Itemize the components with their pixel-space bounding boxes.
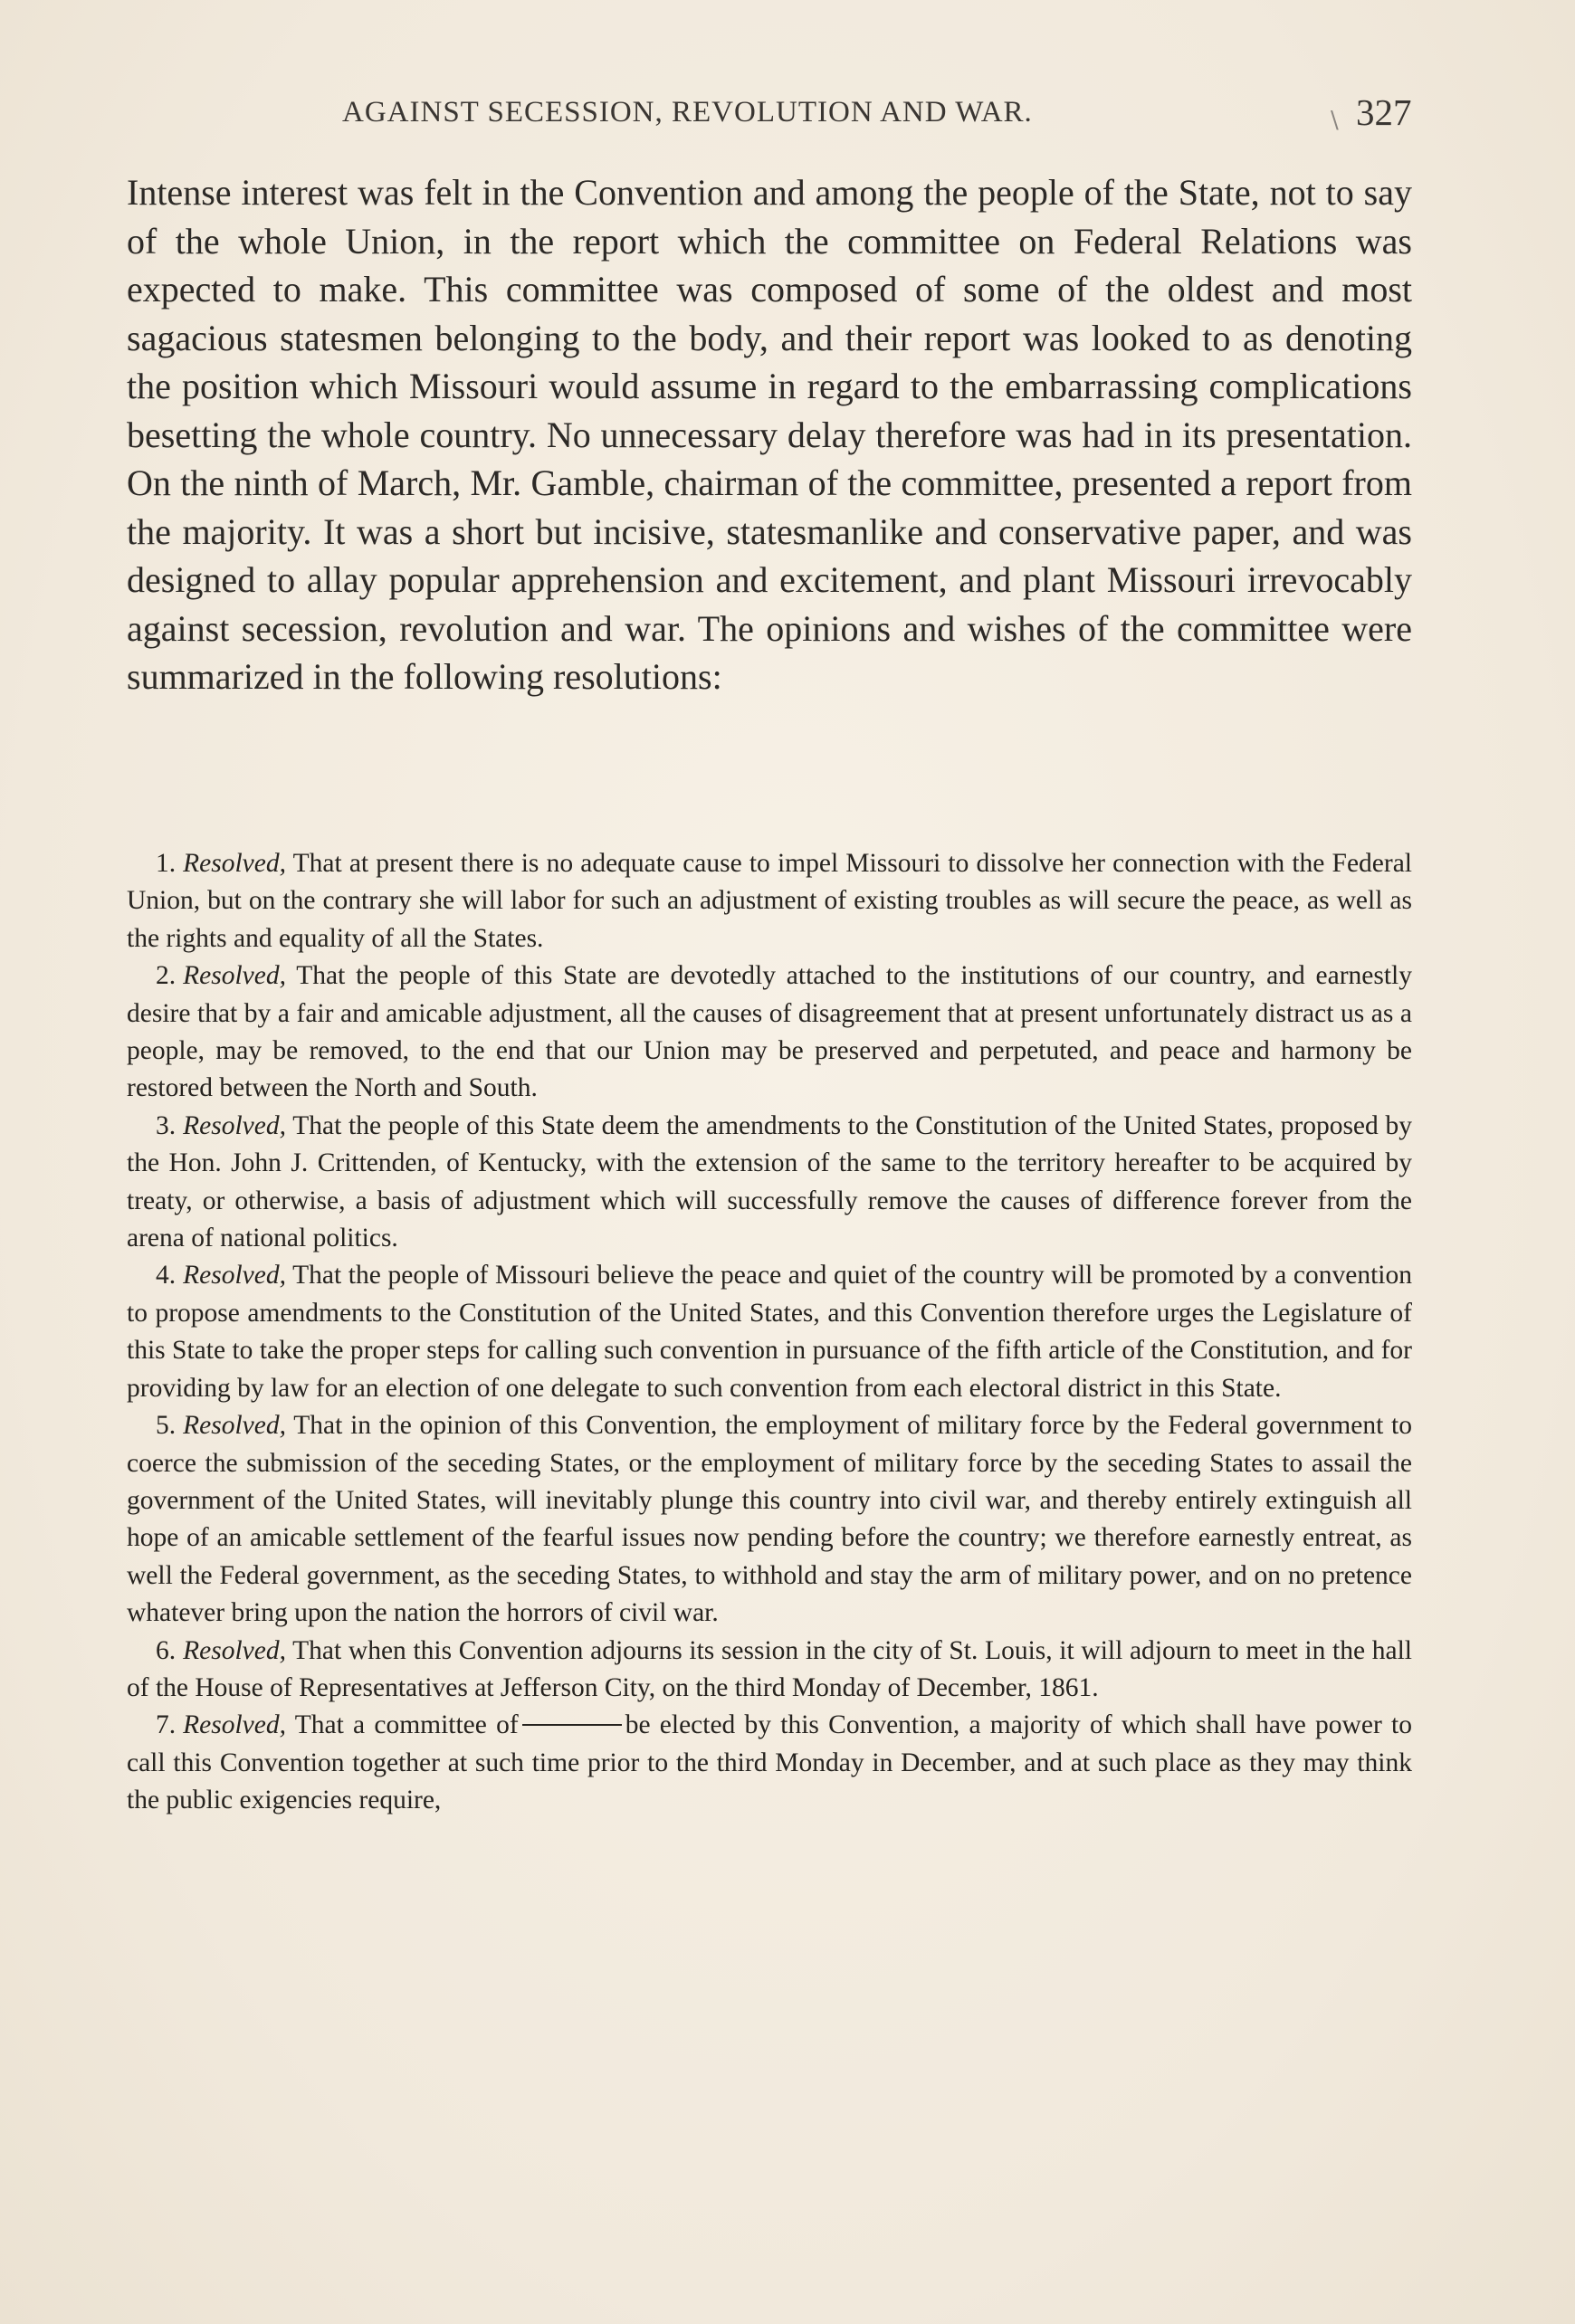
resolution-text: That the people of this State deem the amendments to the Constitution of the United States, proposed by the Hon. John J. Crittenden, of Kentucky, with the extension of the same to the territory hereafter to be acquired by treaty, or otherwise, a basis of adjustment which will successfully remove the causes of difference forever from the arena of national politics. — [127, 1110, 1413, 1253]
resolution-number: 6. — [156, 1635, 177, 1665]
resolved-label: Resolved, — [183, 1110, 286, 1140]
resolution-item — [127, 957, 1412, 1108]
resolved-label: Resolved, — [183, 1710, 286, 1740]
printer-tick-mark: \ — [1331, 107, 1339, 134]
resolved-label: Resolved, — [183, 849, 286, 878]
resolution-number: 1. — [156, 849, 177, 878]
resolution-item — [127, 1707, 1412, 1819]
resolved-label: Resolved, — [183, 1635, 286, 1665]
resolution-text-before-blank: That a committee of — [294, 1710, 519, 1740]
intro-paragraph: Intense interest was felt in the Convention and among the people of the State, not to say of the whole Union, in the report which the committee on Federal Relations was expected to make. This committee was composed of some of the oldest and most sagacious statesmen belonging to the body, and their report was looked to as denoting the position which Missouri would assume in regard to the embarrassing complications besetting the whole country. No unnecessary delay therefore was had in its presentation. On the ninth of March, Mr. Gamble, chairman of the committee, presented a report from the majority. It was a short but incisive, statesmanlike and conservative paper, and was designed to allay popular apprehension and excitement, and plant Missouri irrevocably against secession, revolution and war. The opinions and wishes of the committee were summarized in the following resolutions: — [127, 172, 1412, 697]
resolution-item — [127, 845, 1412, 957]
resolution-item — [127, 1407, 1412, 1632]
resolution-item — [127, 1108, 1412, 1258]
resolutions-list — [127, 845, 1412, 1820]
page-header — [0, 87, 1575, 141]
resolution-number: 7. — [156, 1710, 177, 1740]
resolution-number: 2. — [156, 961, 177, 991]
resolution-number: 4. — [156, 1261, 177, 1291]
resolution-number: 5. — [156, 1411, 177, 1441]
resolution-text: That the people of this State are devotedly attached to the institutions of our country, and earnestly desire that by a fair and amicable adjustment, all the causes of disagreement that at present unfortunately distract us as a people, may be removed, to the end that our Union may be preserved and perpetuted, and peace and harmony be restored between the North and South. — [127, 961, 1413, 1103]
resolution-text: That in the opinion of this Convention, the employment of military force by the Federal government to coerce the submission of the seceding States, or the employment of military force by the seceding States to assail the government of the United States, will inevitably plunge this country into civil war, and thereby entirely extinguish all hope of an amicable settlement of the fearful issues now pending before the country; we therefore earnestly entreat, as well the Federal government, as the seceding States, to withhold and stay the arm of military power, and on no pretence whatever bring upon the nation the horrors of civil war. — [127, 1411, 1412, 1628]
resolved-label: Resolved, — [183, 961, 286, 991]
resolved-label: Resolved, — [183, 1261, 286, 1291]
resolved-label: Resolved, — [183, 1411, 286, 1441]
resolution-item — [127, 1633, 1412, 1708]
resolution-text: That at present there is no adequate cause to impel Missouri to dissolve her connection with the Federal Union, but on the contrary she will labor for such an adjustment of existing troubles as will secure the peace, as well as the rights and equality of all the States. — [127, 849, 1412, 953]
resolution-text: That the people of Missouri believe the peace and quiet of the country will be promoted by a convention to propose amendments to the Constitution of the United States, and this Convention therefore urges the Legislature of this State to take the proper steps for calling such convention in pursuance of the fifth article of the Constitution, and for providing by law for an election of one delegate to such convention from each electoral district in this State. — [127, 1261, 1413, 1403]
running-head: AGAINST SECESSION, REVOLUTION AND WAR. — [342, 96, 1033, 129]
resolution-number: 3. — [156, 1110, 177, 1140]
resolution-item — [127, 1257, 1412, 1407]
blank-rule — [522, 1724, 622, 1726]
page-number: 327 — [1356, 91, 1412, 133]
resolution-text: That when this Convention adjourns its session in the city of St. Louis, it will adjourn to meet in the hall of the House of Representatives at Jefferson City, on the third Monday of December, 1861. — [127, 1635, 1412, 1702]
resolution-text-after-blank: be elected by this Convention, a majority of which shall have power to call this Convention together at such time prior to the third Monday in December, and at such place as they may think the public exigencies require, — [127, 1710, 1412, 1815]
